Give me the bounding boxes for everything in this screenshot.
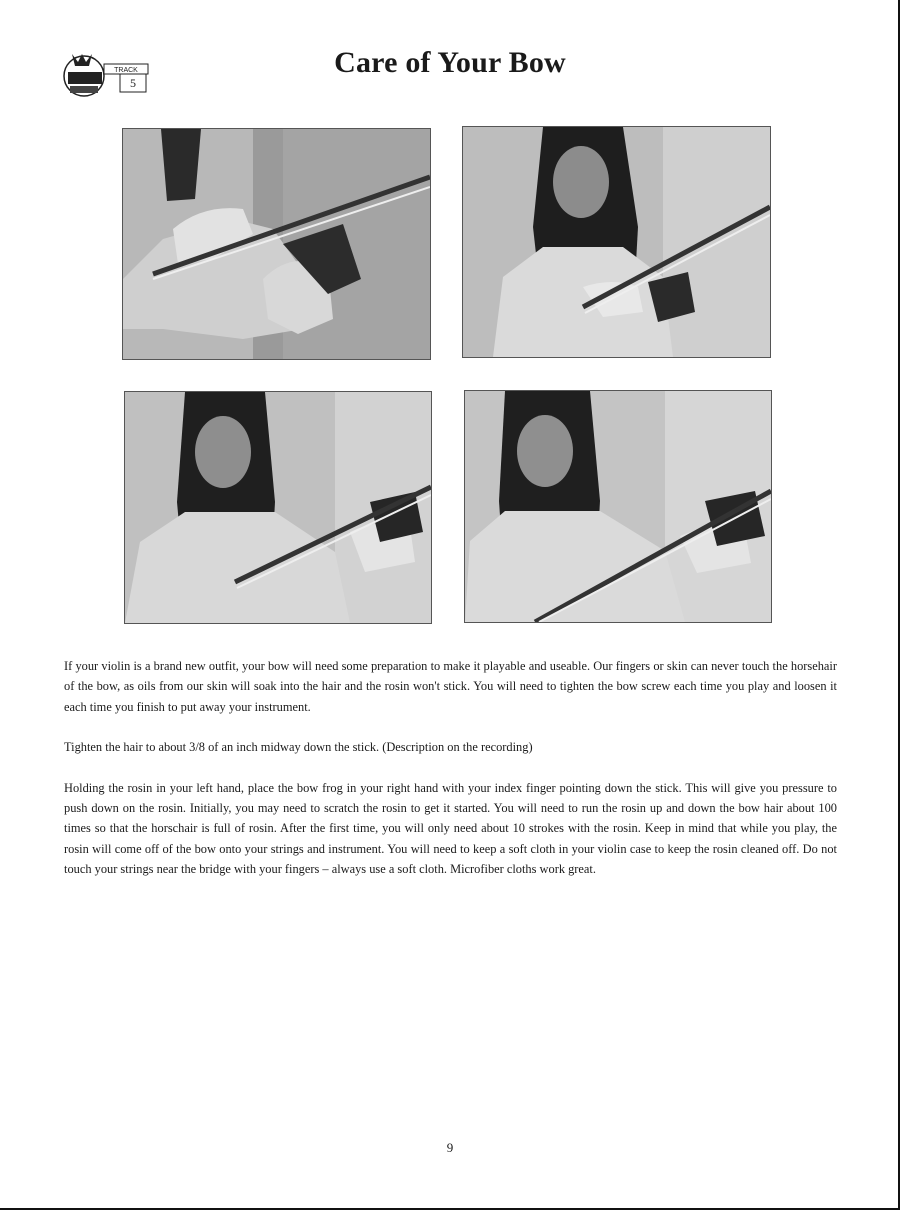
photo-hands-rosin-bow [122,128,431,360]
page-title: Care of Your Bow [334,46,566,79]
paragraph-tighten-hair: Tighten the hair to about 3/8 of an inch midway down the stick. (Description on the recording) [64,740,533,755]
paragraph-rosin-instructions: Holding the rosin in your left hand, place the bow frog in your right hand with your index finger pointing down the stick. This will give you pressure to push down on the rosin. Initially, you may need to scratch the rosin to get it started. You will need to run the rosin up and down the bow hair about 100 times so that the horschair is full of rosin. After the first time, you will only need about 10 strokes with the rosin. Keep in mind that while you play, the rosin will come off of the bow onto your strings and instrument. You will need to keep a soft cloth in your violin case to keep the rosin cleaned off. Do not touch your strings near the bridge with your fingers – always use a soft cloth. Microfiber cloths work great. [64,780,837,877]
paragraph-bow-preparation: If your violin is a brand new outfit, your bow will need some preparation to make it playable and useable. Our fingers or skin can never touch the horsehair of the bow, as oils from our skin will soak into the hair and the rosin won't stick. You will need to tighten the bow screw each time you play and loosen it each time you finish to put away your instrument. [64,659,837,714]
photo-woman-rosining-bow-frog [464,390,772,623]
page-number: 9 [446,1140,454,1155]
track-label: TRACK [114,67,138,74]
photo-woman-holding-bow-and-rosin [462,126,771,358]
body-text [64,656,837,900]
track-number: 5 [130,76,136,90]
photo-woman-rosining-bow-tip [124,391,432,624]
